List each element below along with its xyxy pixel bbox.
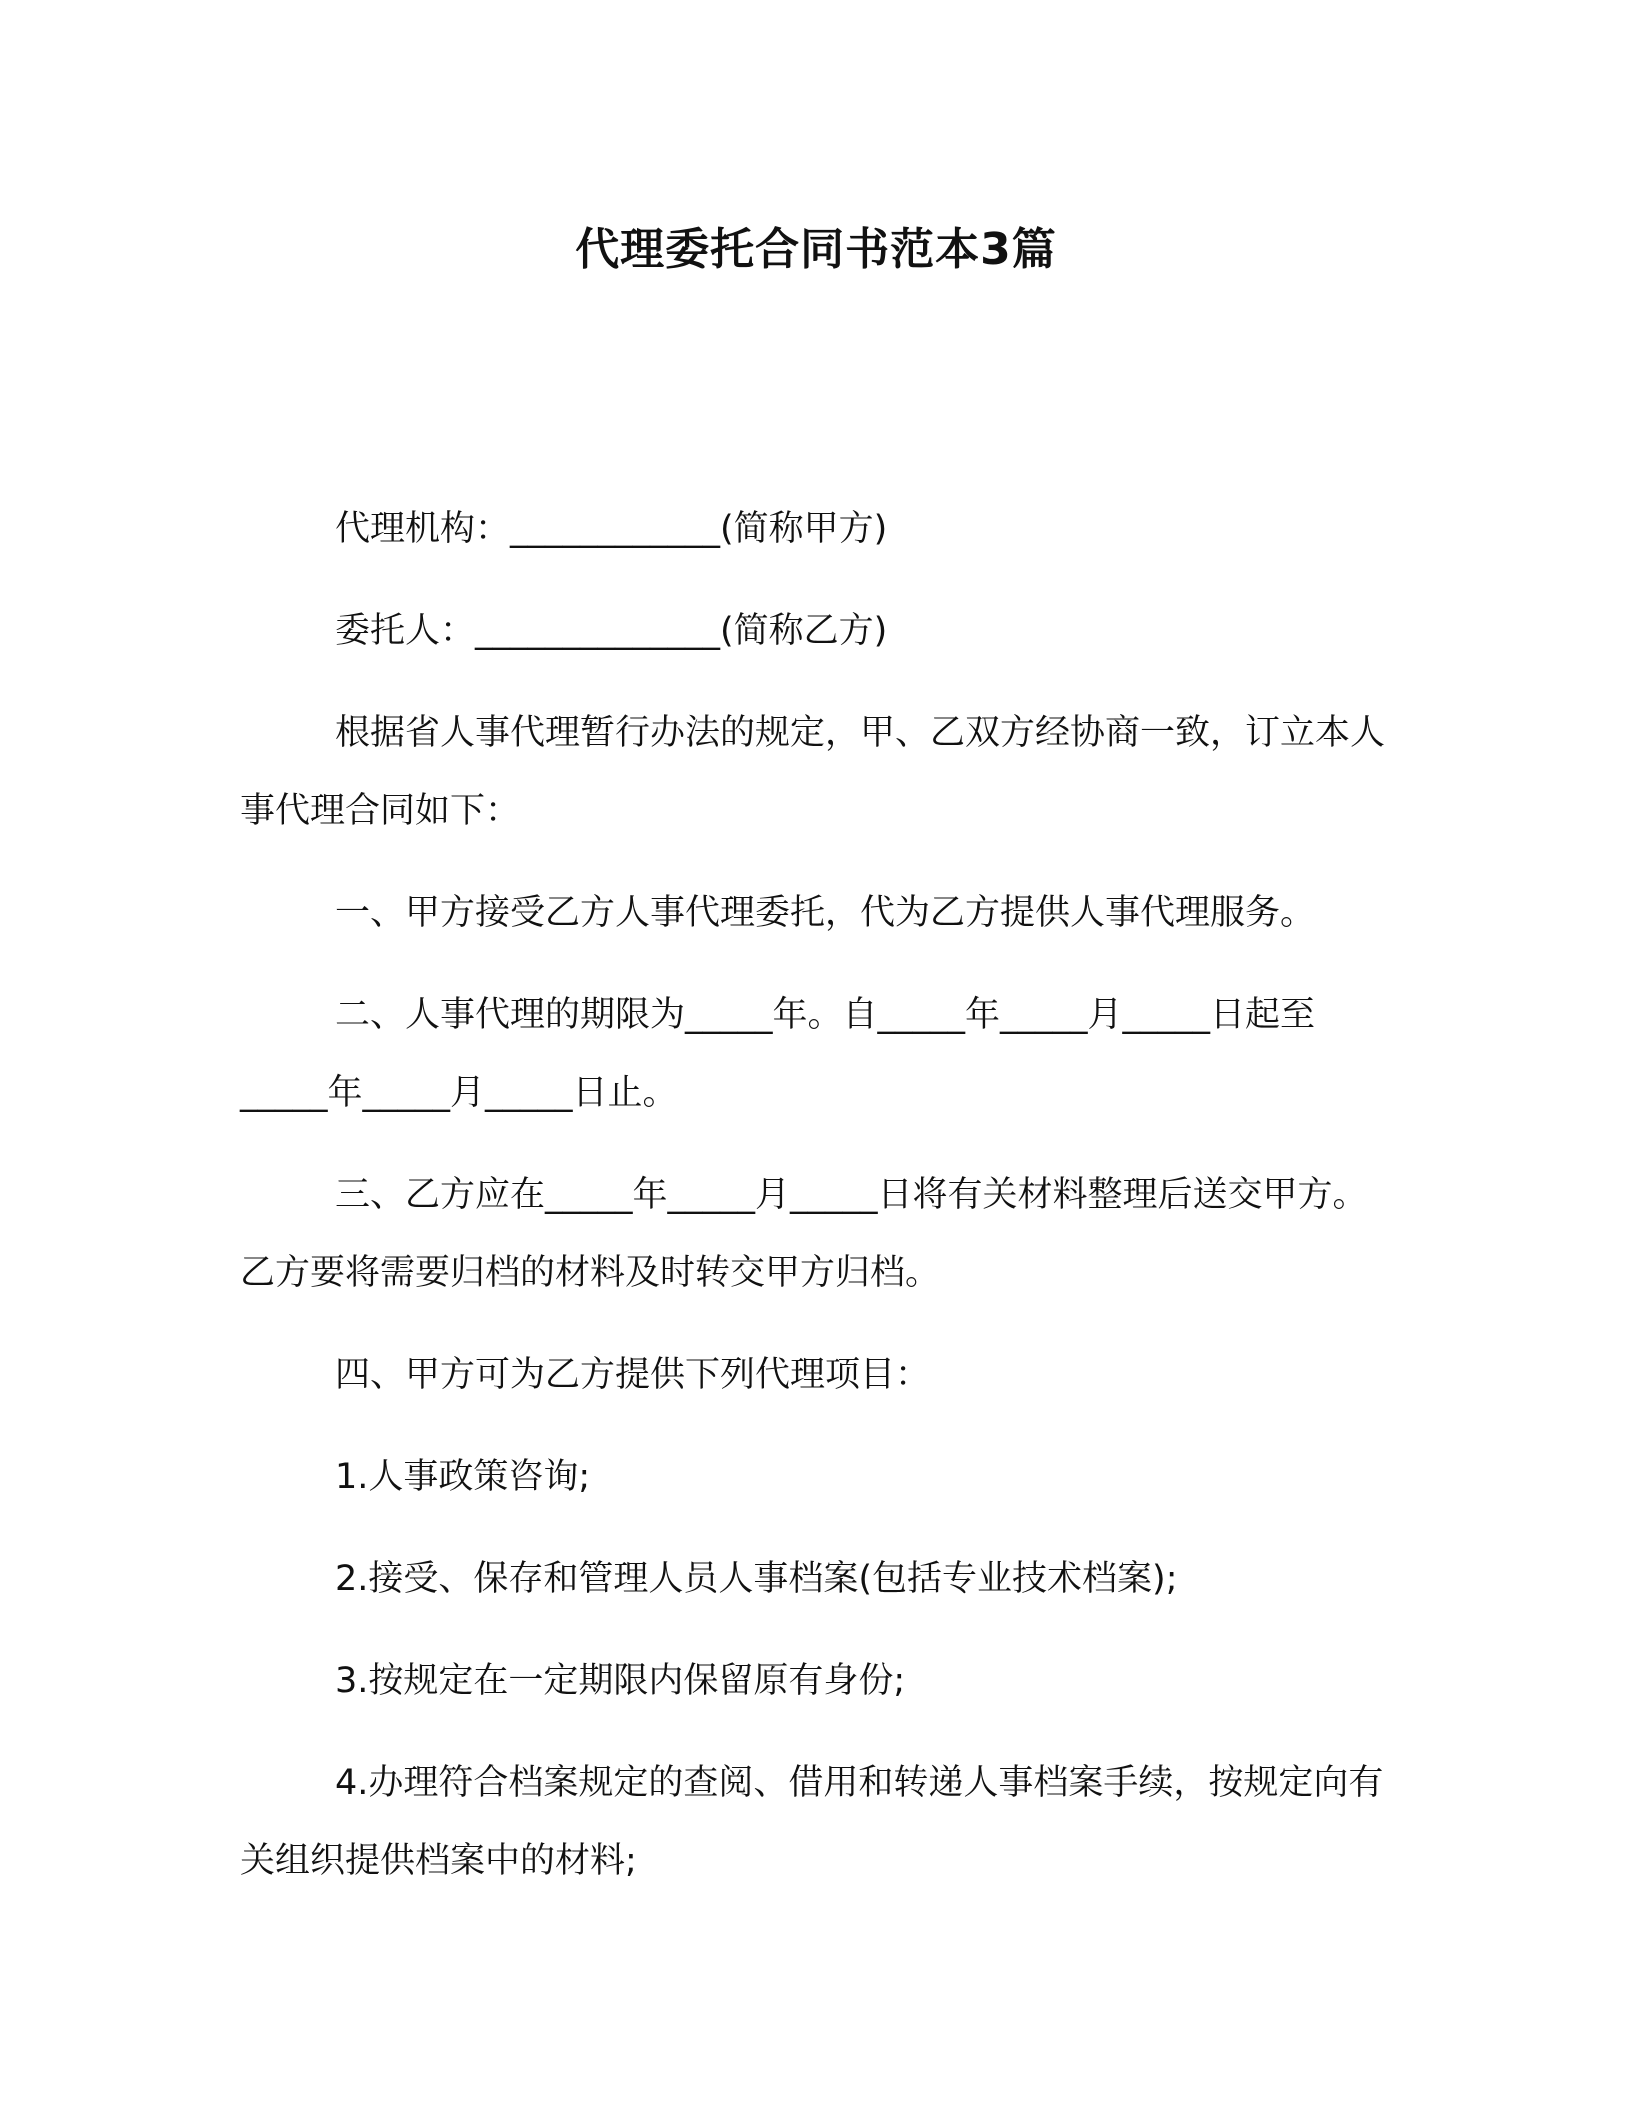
list-item-4: 4.办理符合档案规定的查阅、借用和转递人事档案手续，按规定向有关组织提供档案中的材料; (240, 1763, 1384, 1881)
paragraph-clause-1: 一、甲方接受乙方人事代理委托，代为乙方提供人事代理服务。 (335, 893, 1316, 933)
paragraph-preamble: 根据省人事代理暂行办法的规定，甲、乙双方经协商一致，订立本人事代理合同如下： (240, 713, 1386, 831)
paragraph-clause-3: 三、乙方应在_____年_____月_____日将有关材料整理后送交甲方。乙方要将需要归档的材料及时转交甲方归档。 (240, 1175, 1368, 1293)
list-item-3: 3.按规定在一定期限内保留原有身份; (335, 1661, 906, 1701)
paragraph-clause-4: 四、甲方可为乙方提供下列代理项目： (335, 1355, 931, 1395)
paragraph-clause-2: 二、人事代理的期限为_____年。自_____年_____月_____日起至_____年_____月_____日止。 (240, 995, 1316, 1113)
paragraph-agent-organization: 代理机构：____________(简称甲方) (335, 509, 888, 549)
list-item-1: 1.人事政策咨询; (335, 1457, 591, 1497)
paragraph-client: 委托人：______________(简称乙方) (335, 611, 888, 651)
document-title: 代理委托合同书范本3篇 (575, 224, 1057, 275)
list-item-2: 2.接受、保存和管理人员人事档案(包括专业技术档案); (335, 1559, 1178, 1599)
